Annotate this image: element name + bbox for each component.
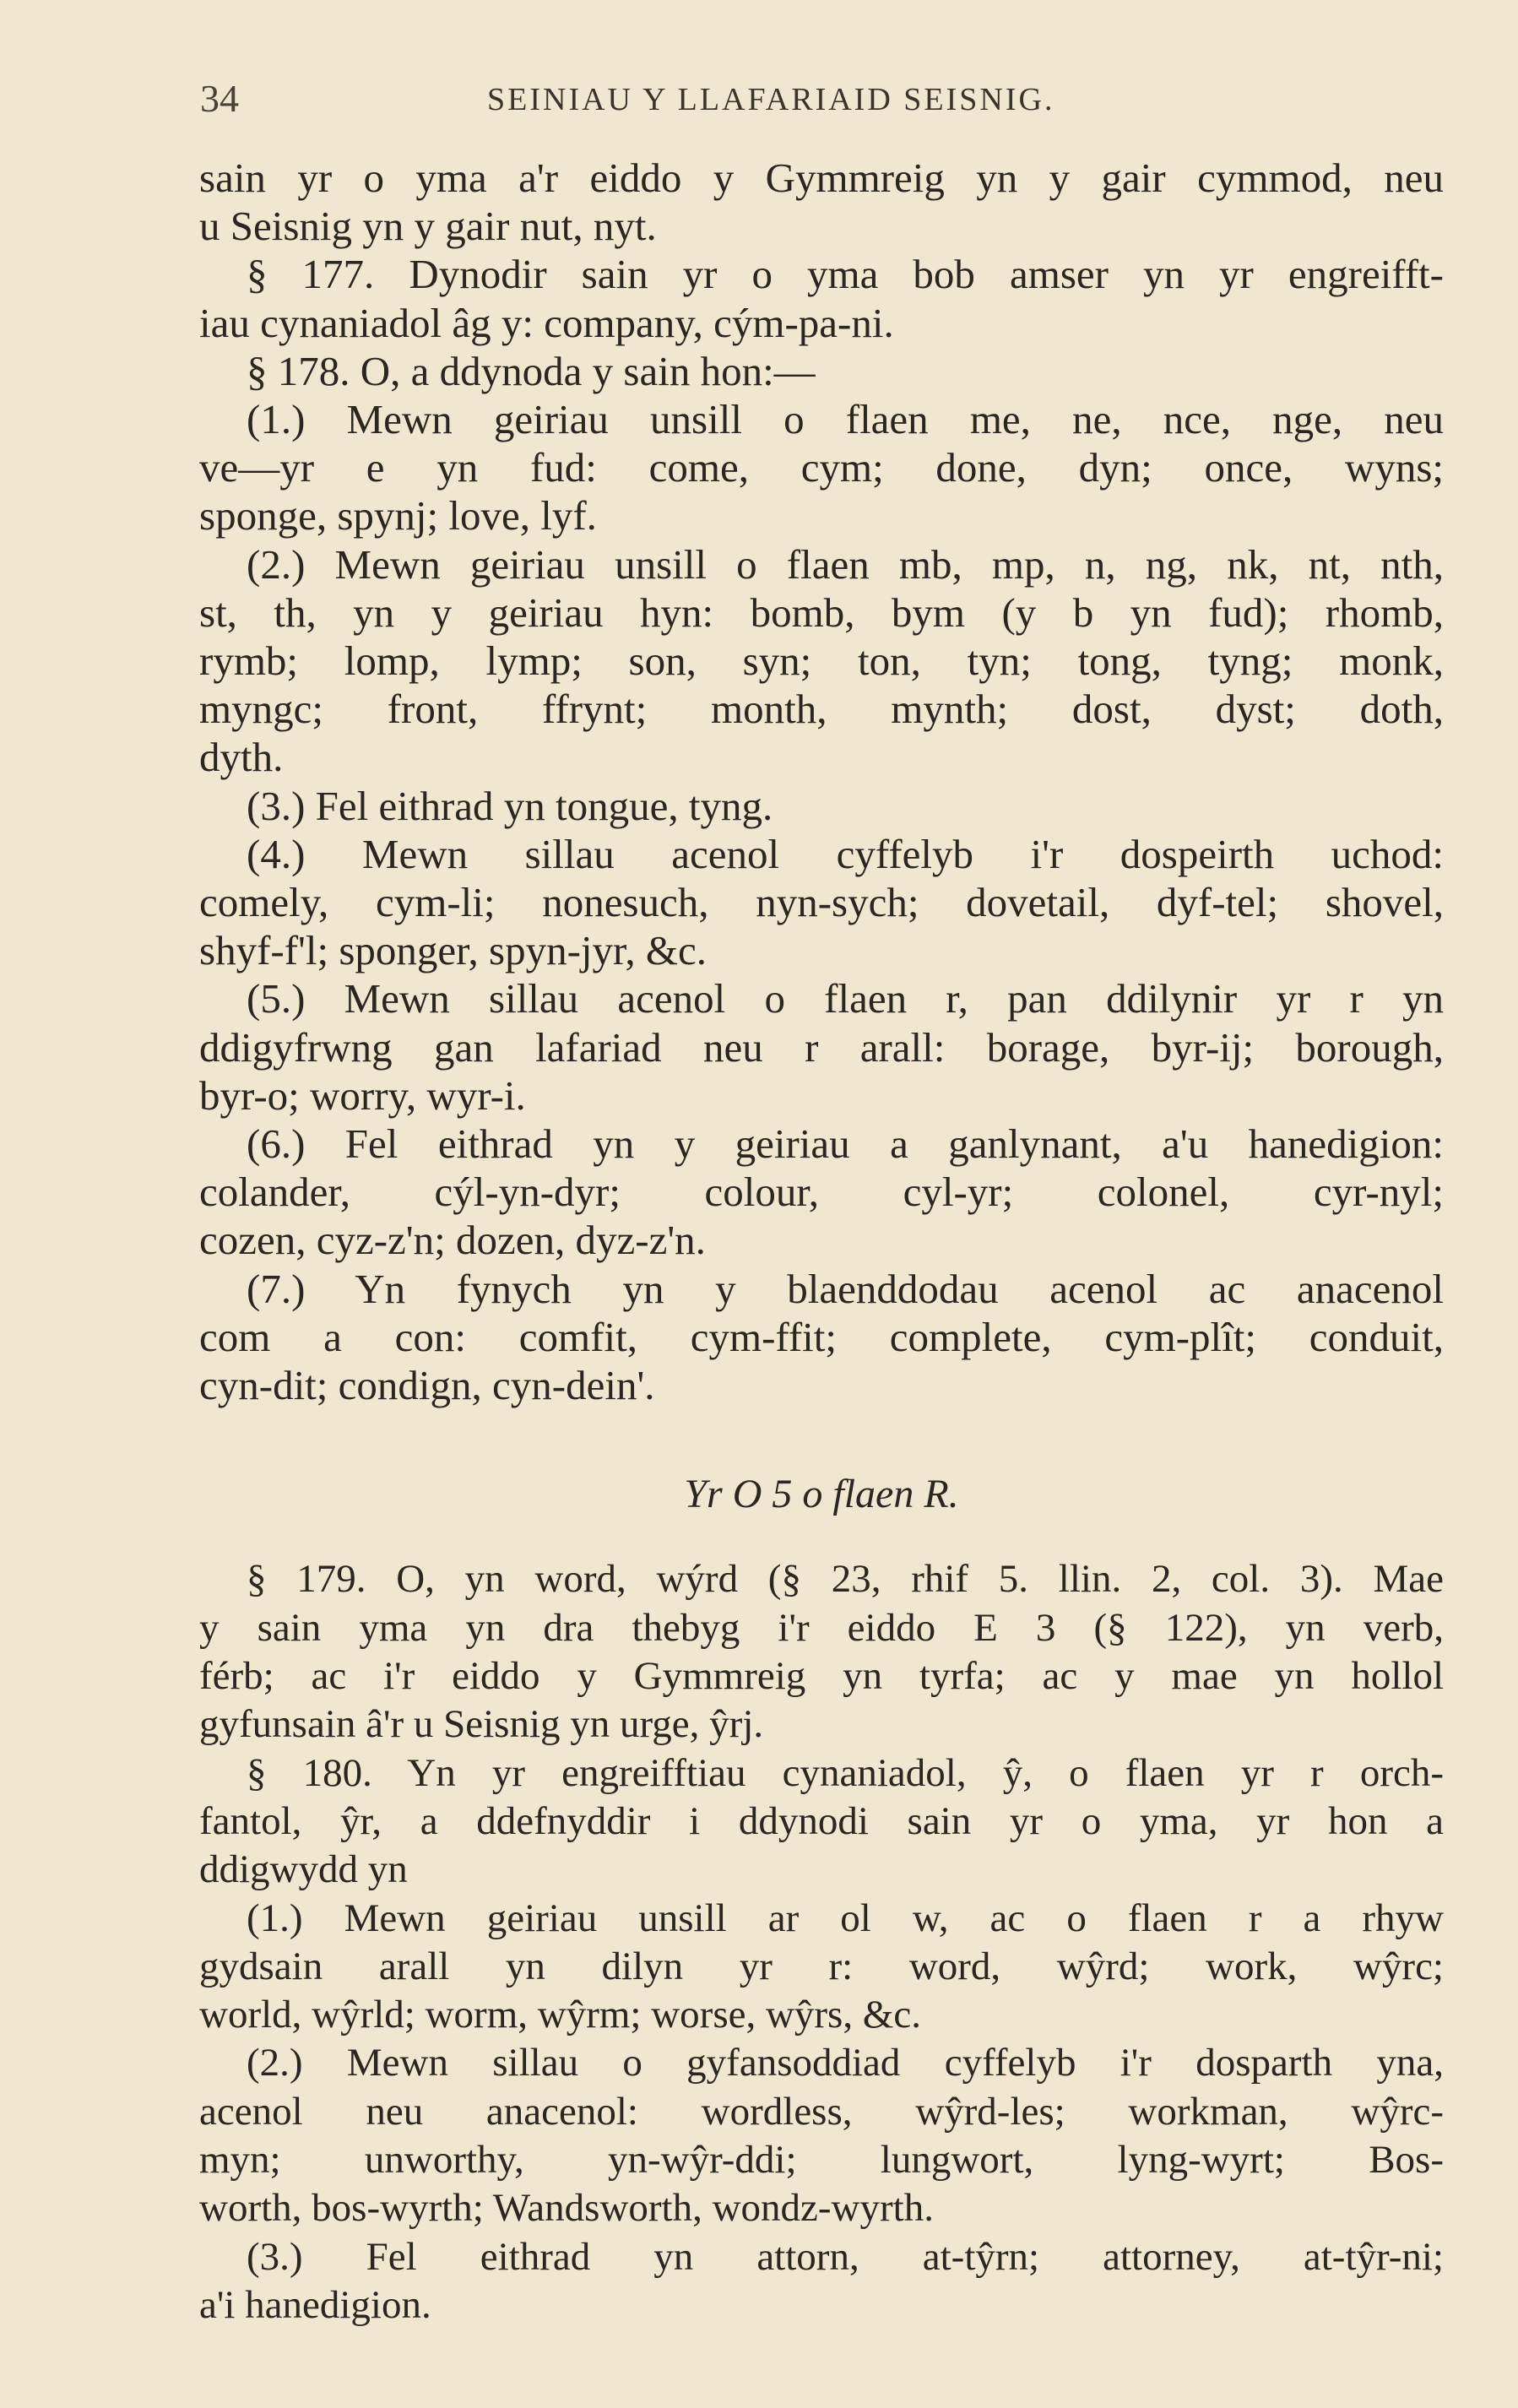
text-line: ve—yr e yn fud: come, cym; done, dyn; once, wyns; (199, 444, 1444, 491)
text-line: ddigwydd yn (199, 1847, 408, 1892)
text-line: (5.) Mewn sillau acenol o flaen r, pan ddilynir yr r yn (247, 975, 1444, 1022)
text-line: (1.) Mewn geiriau unsill ar ol w, ac o flaen r a rhyw (247, 1895, 1444, 1940)
text-line: (7.) Yn fynych yn y blaenddodau acenol ac anacenol (247, 1265, 1444, 1312)
text-line: § 177. Dynodir sain yr o yma bob amser yn yr engreifft- (247, 251, 1444, 298)
text-line: com a con: comfit, cym-ffit; complete, cym-plît; conduit, (199, 1313, 1444, 1360)
text-line: comely, cym-li; nonesuch, nyn-sych; dovetail, dyf-tel; shovel, (199, 879, 1444, 926)
text-line: (4.) Mewn sillau acenol cyffelyb i'r dospeirth uchod: (247, 830, 1444, 877)
text-line: byr-o; worry, wyr-i. (199, 1071, 526, 1119)
text-line: worth, bos-wyrth; Wandsworth, wondz-wyrth. (199, 2186, 934, 2231)
text-line: rymb; lomp, lymp; son, syn; ton, tyn; tong, tyng; monk, (199, 637, 1444, 685)
section-heading: Yr O 5 o flaen R. (684, 1472, 959, 1517)
text-line: myngc; front, ffrynt; month, mynth; dost, dyst; doth, (199, 686, 1444, 733)
text-line: (1.) Mewn geiriau unsill o flaen me, ne, nce, nge, neu (247, 396, 1444, 443)
text-line: cozen, cyz-z'n; dozen, dyz-z'n. (199, 1217, 706, 1264)
text-line: (3.) Fel eithrad yn attorn, at-tŷrn; attorney, at-tŷr-ni; (247, 2234, 1444, 2279)
text-line: myn; unworthy, yn-wŷr-ddi; lungwort, lyng-wyrt; Bos- (199, 2138, 1444, 2183)
text-line: § 180. Yn yr engreifftiau cynaniadol, ŷ, o flaen yr r orch- (247, 1750, 1444, 1795)
page-header (200, 76, 1441, 120)
text-line: shyf-f'l; sponger, spyn-jyr, &c. (199, 927, 707, 974)
text-line: u Seisnig yn y gair nut, nyt. (199, 203, 657, 250)
text-line: férb; ac i'r eiddo y Gymmreig yn tyrfa; ac y mae yn hollol (199, 1654, 1444, 1699)
page-number: 34 (200, 77, 239, 120)
text-line: world, wŷrld; worm, wŷrm; worse, wŷrs, &c. (199, 1993, 922, 2037)
text-line: ddigyfrwng gan lafariad neu r arall: borage, byr-ij; borough, (199, 1023, 1444, 1071)
text-line: iau cynaniadol âg y: company, cým-pa-ni. (199, 299, 894, 346)
text-line: acenol neu anacenol: wordless, wŷrd-les; workman, wŷrc- (199, 2089, 1444, 2134)
text-line: a'i hanedigion. (199, 2282, 431, 2327)
text-line: dyth. (199, 734, 284, 781)
text-line: § 178. O, a ddynoda y sain hon:— (247, 347, 816, 394)
running-head: SEINIAU Y LLAFARIAID SEISNIG. (487, 82, 1055, 117)
text-line: cyn-dit; condign, cyn-dein'. (199, 1362, 655, 1409)
text-line: colander, cýl-yn-dyr; colour, cyl-yr; colonel, cyr-nyl; (199, 1169, 1444, 1216)
text-line: § 179. O, yn word, wýrd (§ 23, rhif 5. llin. 2, col. 3). Mae (247, 1557, 1444, 1602)
text-line: (3.) Fel eithrad yn tongue, tyng. (247, 782, 773, 829)
text-line: fantol, ŷr, a ddefnyddir i ddynodi sain yr o yma, yr hon a (199, 1798, 1444, 1843)
text-line: st, th, yn y geiriau hyn: bomb, bym (y b yn fud); rhomb, (199, 588, 1444, 636)
text-line: (2.) Mewn geiriau unsill o flaen mb, mp, n, ng, nk, nt, nth, (247, 540, 1444, 588)
text-line: (2.) Mewn sillau o gyfansoddiad cyffelyb i'r dosparth yna, (247, 2041, 1444, 2085)
text-block-bottom (199, 1555, 1444, 2329)
text-line: y sain yma yn dra thebyg i'r eiddo E 3 (§ 122), yn verb, (199, 1605, 1444, 1650)
text-block-top (199, 154, 1444, 1409)
section-gap (199, 1409, 1444, 1470)
text-line: gydsain arall yn dilyn yr r: word, wŷrd; work, wŷrc; (199, 1944, 1444, 1988)
text-line: sponge, spynj; love, lyf. (199, 492, 597, 540)
text-line: sain yr o yma a'r eiddo y Gymmreig yn y gair cymmod, neu (199, 155, 1444, 201)
text-line: (6.) Fel eithrad yn y geiriau a ganlynant, a'u hanedigion: (247, 1120, 1444, 1168)
text-line: gyfunsain â'r u Seisnig yn urge, ŷrj. (199, 1702, 764, 1747)
page-body (199, 154, 1444, 2329)
